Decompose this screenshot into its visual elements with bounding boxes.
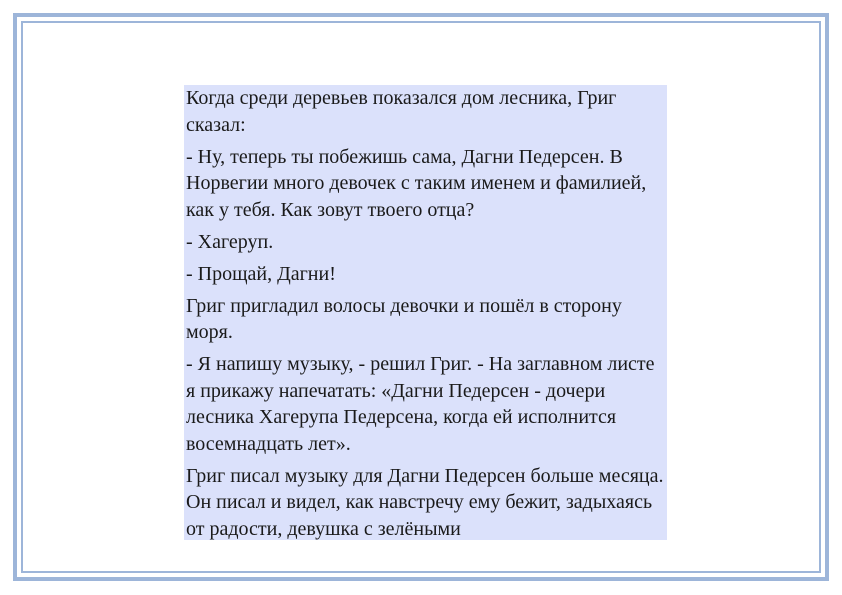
story-text-box bbox=[184, 85, 667, 540]
paragraph-5: Григ пригладил волосы девочки и пошёл в сторону моря. bbox=[186, 294, 622, 343]
paragraph-1: Когда среди деревьев показался дом лесника, Григ сказал: bbox=[186, 87, 617, 136]
paragraph-6: - Я напишу музыку, - решил Григ. - На заглавном листе я прикажу напечатать: «Дагни Педерсен - дочери лесника Хагерупа Педерсена, когда ей исполнится восемнадцать лет». bbox=[186, 353, 655, 455]
paragraph-2: - Ну, теперь ты побежишь сама, Дагни Педерсен. В Норвегии много девочек с таким именем и фамилией, как у тебя. Как зовут твоего отца? bbox=[186, 145, 647, 221]
paragraph-4: - Прощай, Дагни! bbox=[186, 262, 336, 285]
paragraph-7: Григ писал музыку для Дагни Педерсен больше месяца. Он писал и видел, как навстречу ему бежит, задыхаясь от радости, девушка с зелёными bbox=[186, 464, 664, 540]
paragraph-3: - Хагеруп. bbox=[186, 230, 274, 253]
